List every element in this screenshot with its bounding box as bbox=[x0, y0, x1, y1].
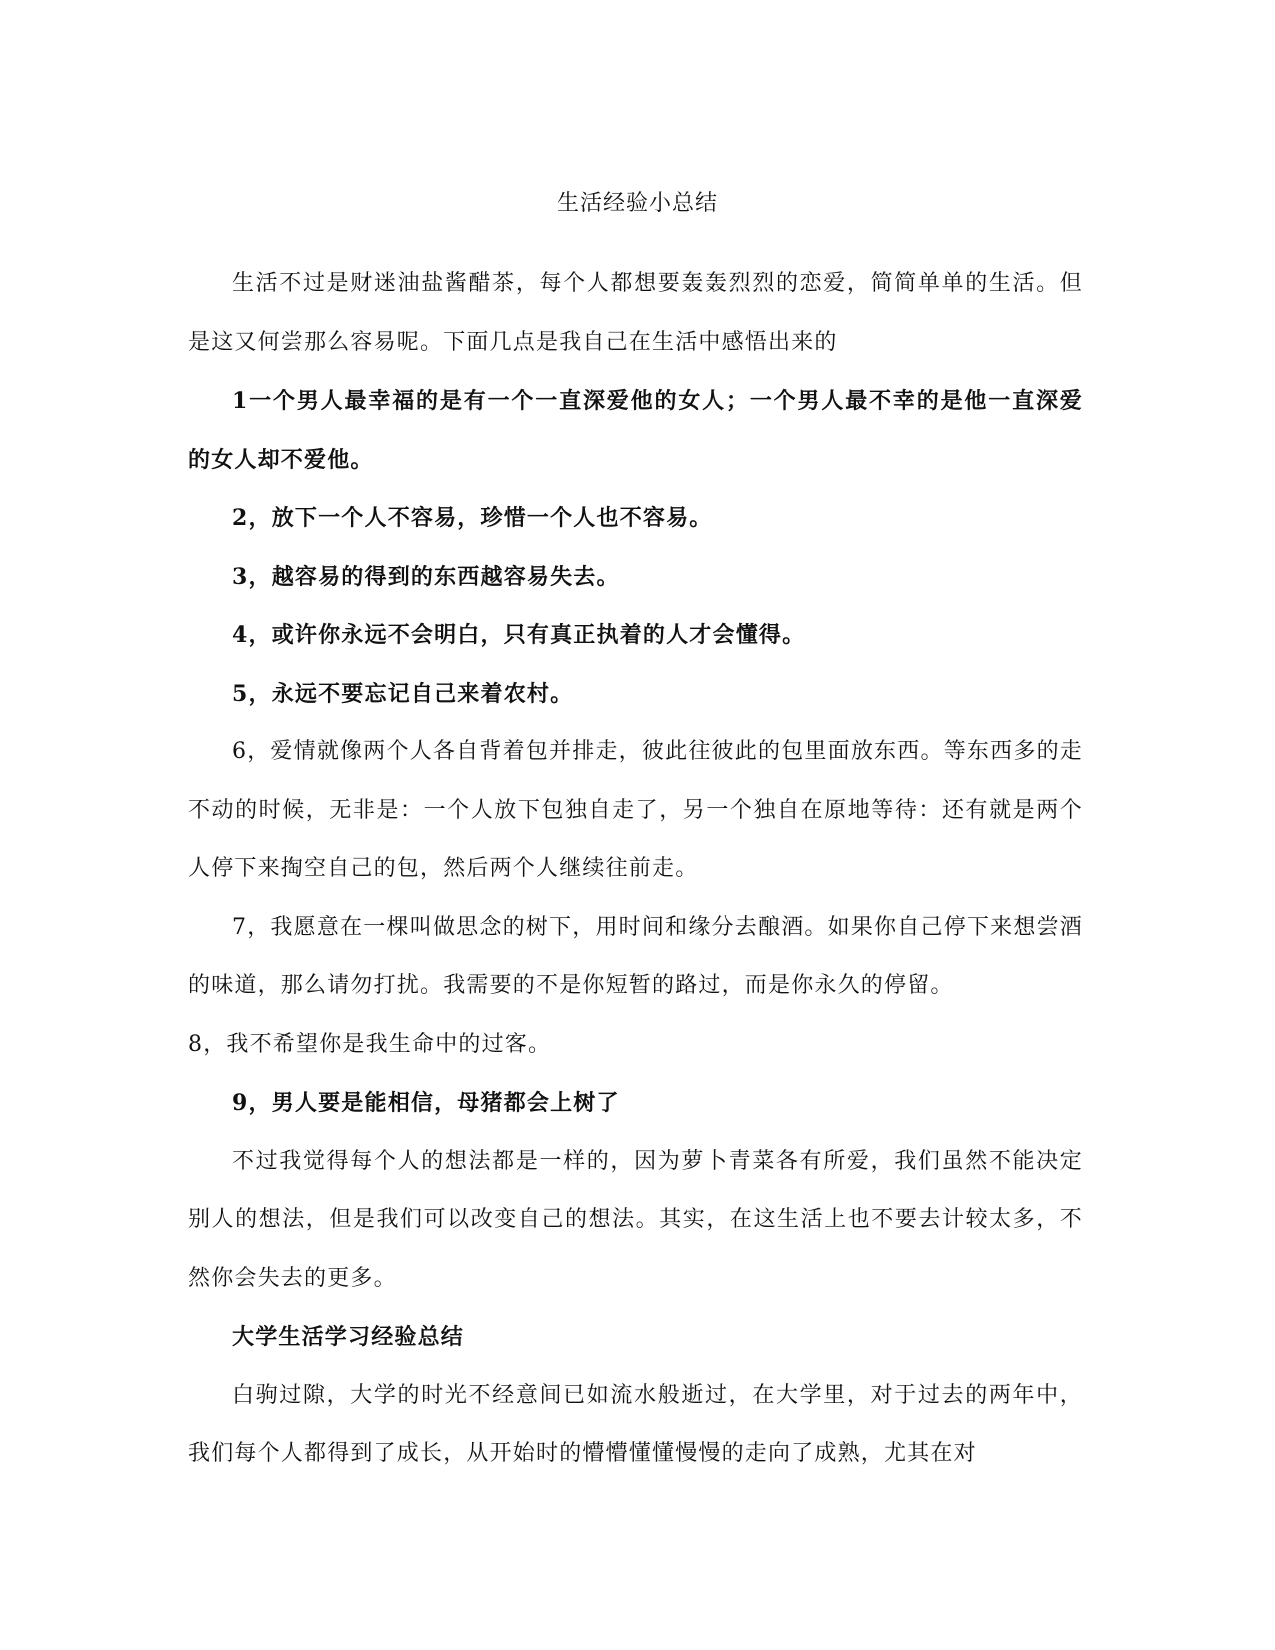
section-heading: 大学生活学习经验总结 bbox=[232, 1324, 465, 1350]
paragraph-item-5: 5，永远不要忘记自己来着农村。 bbox=[232, 680, 574, 707]
paragraph-item-9: 9，男人要是能相信，母猪都会上树了 bbox=[232, 1090, 620, 1116]
document-title: 生活经验小总结 bbox=[556, 191, 718, 216]
paragraph-college: 白驹过隙，大学的时光不经意间已如流水般逝过，在大学里，对于过去的两年中，我们每个人都得到了成长，从开始时的懵懵懂懂慢慢的走向了成熟，尤其在对 bbox=[188, 1382, 1083, 1466]
paragraph-item-8: 8，我不希望你是我生命中的过客。 bbox=[188, 1031, 552, 1057]
paragraph-item-7: 7，我愿意在一棵叫做思念的树下，用时间和缘分去酿酒。如果你自己停下来想尝酒的味道，那么请勿打扰。我需要的不是你短暂的路过，而是你永久的停留。 bbox=[188, 914, 1083, 998]
paragraph-item-6: 6，爱情就像两个人各自背着包并排走，彼此往彼此的包里面放东西。等东西多的走不动的时候，无非是：一个人放下包独自走了，另一个独自在原地等待：还有就是两个人停下来掏空自己的包，然后两个人继续往前走。 bbox=[188, 739, 1083, 881]
paragraph-item-1: 1一个男人最幸福的是有一个一直深爱他的女人；一个男人最不幸的是他一直深爱的女人却不爱他。 bbox=[188, 388, 1083, 473]
paragraph-item-4: 4，或许你永远不会明白，只有真正执着的人才会懂得。 bbox=[232, 622, 806, 648]
document-body bbox=[188, 255, 1083, 1484]
paragraph-intro: 生活不过是财迷油盐酱醋茶，每个人都想要轰轰烈烈的恋爱，简简单单的生活。但是这又何尝那么容易呢。下面几点是我自己在生活中感悟出来的 bbox=[188, 271, 1083, 355]
paragraph-item-3: 3，越容易的得到的东西越容易失去。 bbox=[232, 563, 620, 590]
paragraph-item-2: 2，放下一个人不容易，珍惜一个人也不容易。 bbox=[232, 505, 713, 531]
paragraph-conclusion: 不过我觉得每个人的想法都是一样的，因为萝卜青菜各有所爱，我们虽然不能决定别人的想法，但是我们可以改变自己的想法。其实，在这生活上也不要去计较太多，不然你会失去的更多。 bbox=[188, 1148, 1083, 1291]
